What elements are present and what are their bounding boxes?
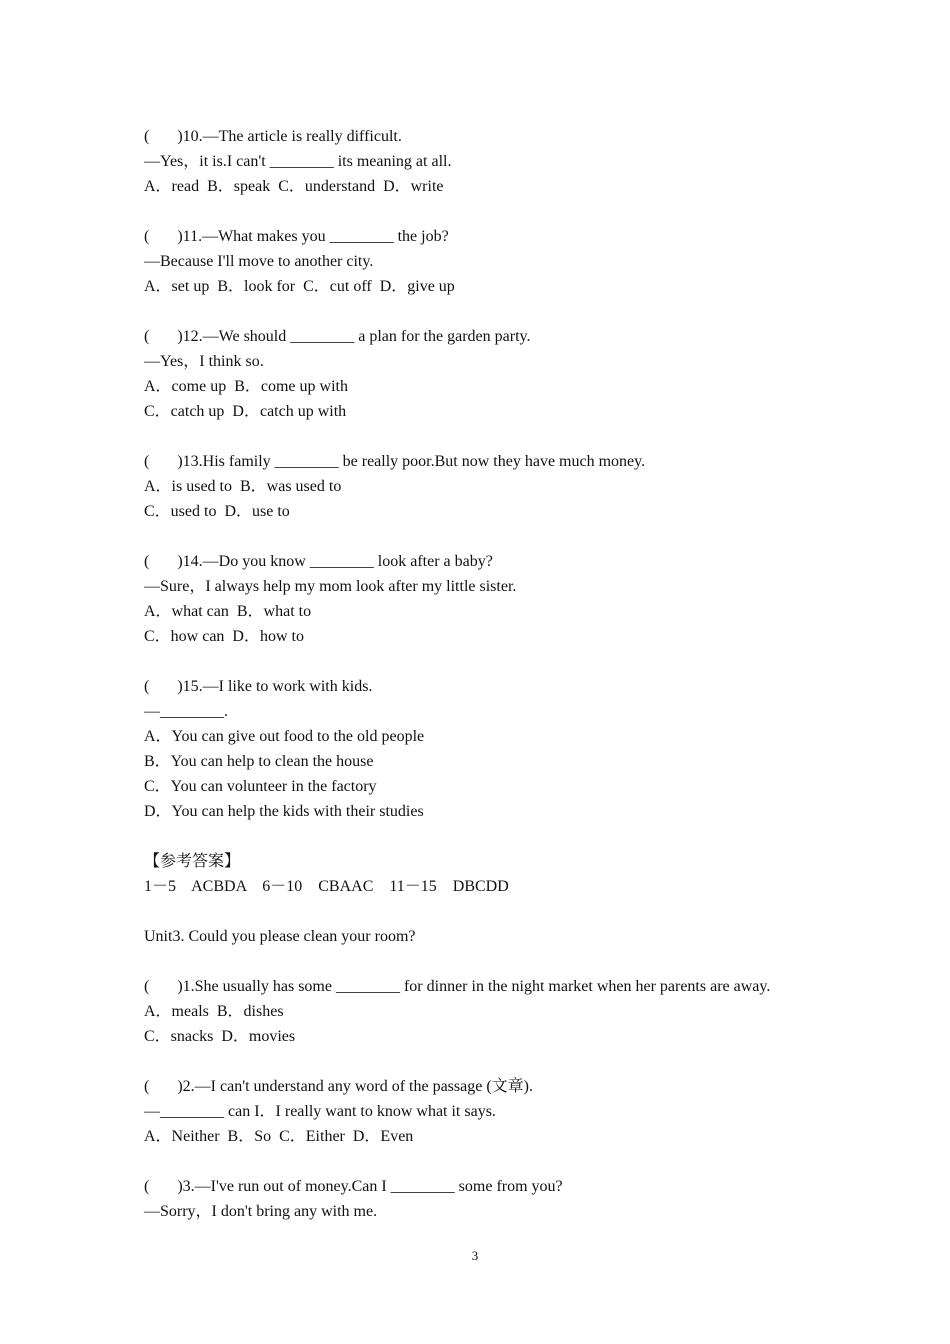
dialogue-line: —Sure，I always help my mom look after my little sister. xyxy=(144,578,517,595)
dialogue-line: —Sorry，I don't bring any with me. xyxy=(144,1203,378,1220)
answer-option: D．You can help the kids with their studies xyxy=(144,803,424,820)
spacer xyxy=(144,199,844,224)
page-number: 3 xyxy=(471,1248,479,1263)
spacer xyxy=(144,949,844,974)
answer-options: C．used to D．use to xyxy=(144,503,290,520)
answer-options: A．what can B．what to xyxy=(144,603,312,620)
answer-options: A．Neither B．So C．Either D．Even xyxy=(144,1128,414,1145)
question-12 xyxy=(144,324,844,424)
spacer xyxy=(144,1149,844,1174)
spacer xyxy=(144,299,844,324)
dialogue-line: —________ can I．I really want to know what it says. xyxy=(144,1103,496,1120)
spacer xyxy=(144,1049,844,1074)
question-stem: ( )2.—I can't understand any word of the passage (文章). xyxy=(144,1078,533,1095)
question-stem: ( )12.—We should ________ a plan for the garden party. xyxy=(144,328,531,345)
spacer xyxy=(144,649,844,674)
answer-option: B．You can help to clean the house xyxy=(144,753,374,770)
answer-options: C．how can D．how to xyxy=(144,628,304,645)
spacer xyxy=(144,824,844,849)
question-stem: ( )15.—I like to work with kids. xyxy=(144,678,373,695)
dialogue-line: —Yes，it is.I can't ________ its meaning at all. xyxy=(144,153,452,170)
dialogue-line: —Yes，I think so. xyxy=(144,353,264,370)
spacer xyxy=(144,899,844,924)
answer-key-values: 1－5 ACBDA 6－10 CBAAC 11－15 DBCDD xyxy=(144,878,509,895)
answer-options: A．come up B．come up with xyxy=(144,378,348,395)
unit3-question-1 xyxy=(144,974,844,1049)
answer-options: C．catch up D．catch up with xyxy=(144,403,347,420)
unit3-question-2 xyxy=(144,1074,844,1149)
question-13 xyxy=(144,449,844,524)
question-stem: ( )13.His family ________ be really poor.But now they have much money. xyxy=(144,453,646,470)
document-body xyxy=(144,124,844,1224)
answer-options: A．is used to B．was used to xyxy=(144,478,342,495)
question-stem: ( )14.—Do you know ________ look after a baby? xyxy=(144,553,493,570)
dialogue-line: —Because I'll move to another city. xyxy=(144,253,374,270)
spacer xyxy=(144,524,844,549)
answer-options: A．set up B．look for C．cut off D．give up xyxy=(144,278,455,295)
answer-options: A．read B．speak C．understand D．write xyxy=(144,178,444,195)
question-10 xyxy=(144,124,844,199)
spacer xyxy=(144,424,844,449)
answer-options: A．meals B．dishes xyxy=(144,1003,284,1020)
question-stem: ( )3.—I've run out of money.Can I ________ some from you? xyxy=(144,1178,563,1195)
question-11 xyxy=(144,224,844,299)
dialogue-line: —________. xyxy=(144,703,228,720)
unit-heading xyxy=(144,924,844,949)
question-14 xyxy=(144,549,844,649)
question-15 xyxy=(144,674,844,824)
answer-option: A．You can give out food to the old people xyxy=(144,728,425,745)
answer-options: C．snacks D．movies xyxy=(144,1028,296,1045)
unit-title: Unit3. Could you please clean your room? xyxy=(144,928,416,945)
question-stem: ( )11.—What makes you ________ the job? xyxy=(144,228,449,245)
question-stem: ( )10.—The article is really difficult. xyxy=(144,128,402,145)
answer-key xyxy=(144,849,844,899)
answer-key-heading: 【参考答案】 xyxy=(144,853,241,870)
answer-option: C．You can volunteer in the factory xyxy=(144,778,377,795)
question-stem: ( )1.She usually has some ________ for dinner in the night market when her parents are away. xyxy=(144,978,771,995)
unit3-question-3 xyxy=(144,1174,844,1224)
